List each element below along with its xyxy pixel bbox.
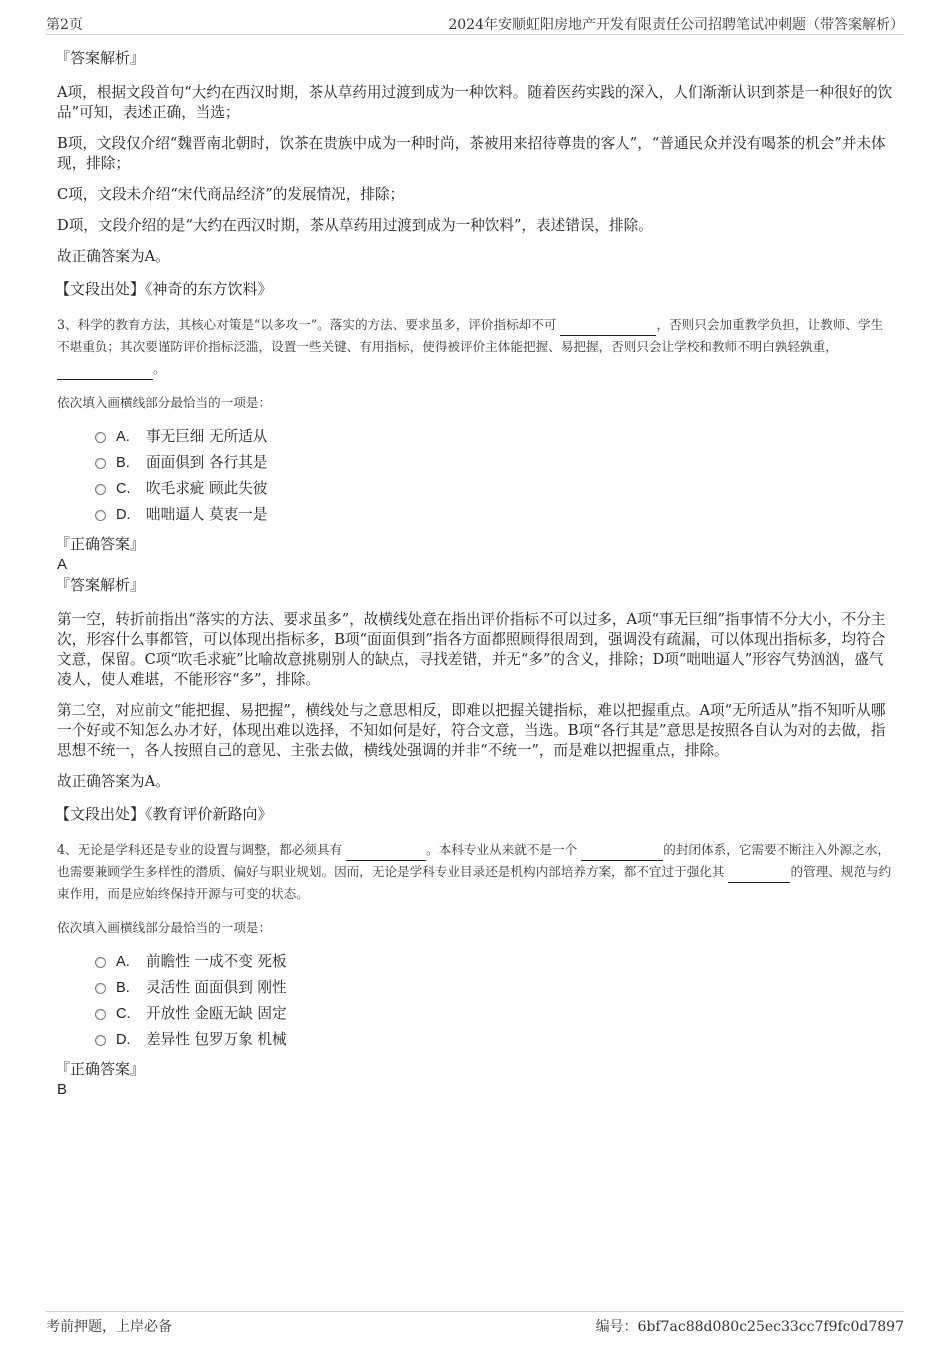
radio-icon[interactable] (95, 957, 106, 968)
question-4-stem: 4、无论是学科还是专业的设置与调整，都必须具有 。本科专业从来就不是一个 的封闭体系，它需要不断注入外源之水，也需要兼顾学生多样性的潜质、偏好与职业规划。因而，无论是学科专业目录还是机构内部培养方案，都不宜过于强化其 的管理、规范与约束作用，而是应始终保持开源与可变的状态。 (57, 842, 892, 901)
radio-icon[interactable] (95, 510, 106, 521)
question-3-options (95, 424, 895, 528)
analysis-paragraph: 第二空，对应前文“能把握、易把握”，横线处与之意思相反，即难以把握关键指标，难以把握重点。A项“无所适从”指不知听从哪一个好或不知怎么办才好，体现出难以选择，不知如何是好，符合文意，当选。B项“各行其是”意思是按照各自认为对的去做，指思想不统一，各人按照自己的意见、主张去做，横线处强调的并非“不统一”，而是难以把握重点，排除。 (57, 702, 886, 759)
fill-blank (581, 846, 663, 861)
question-4-options (95, 949, 895, 1053)
analysis-paragraph: C项，文段未介绍“宋代商品经济”的发展情况，排除； (57, 186, 405, 203)
page-content (57, 44, 895, 1100)
question-instruction: 依次填入画横线部分最恰当的一项是： (57, 395, 272, 410)
option-a[interactable]: A. 事无巨细 无所适从 (95, 424, 895, 450)
analysis-label: 『答案解析』 (55, 49, 146, 67)
fill-blank (560, 321, 656, 336)
correct-answer-label: 『正确答案』 (55, 535, 146, 553)
analysis-paragraph: D项，文段介绍的是“大约在西汉时期，茶从草药用过渡到成为一种饮料”，表述错误，排除。 (57, 217, 653, 234)
option-d[interactable]: D. 咄咄逼人 莫衷一是 (95, 502, 895, 528)
radio-icon[interactable] (95, 458, 106, 469)
analysis-paragraph: B项，文段仅介绍“魏晋南北朝时，饮茶在贵族中成为一种时尚，茶被用来招待尊贵的客人”，“普通民众并没有喝茶的机会”并未体现，排除； (57, 135, 886, 172)
option-c[interactable]: C. 开放性 金瓯无缺 固定 (95, 1001, 895, 1027)
passage-source: 【文段出处】《教育评价新路向》 (55, 805, 273, 823)
radio-icon[interactable] (95, 1009, 106, 1020)
page-number: 第2页 (46, 17, 83, 33)
analysis-paragraph: A项，根据文段首句“大约在西汉时期，茶从草药用过渡到成为一种饮料。随着医药实践的深入，人们渐渐认识到茶是一种很好的饮品”可知，表述正确，当选； (57, 84, 893, 121)
radio-icon[interactable] (95, 1035, 106, 1046)
passage-source: 【文段出处】《神奇的东方饮料》 (55, 280, 273, 298)
analysis-paragraph: 第一空，转折前指出“落实的方法、要求虽多”，故横线处意在指出评价指标不可以过多，A项“事无巨细”指事情不分大小，不分主次，形容什么事都管，可以体现出指标多，B项“面面俱到”指各方面都照顾得很周到，强调没有疏漏，可以体现出指标多，均符合文意，保留。C项“吹毛求疵”比喻故意挑剔别人的缺点，寻找差错，并无“多”的含义，排除；D项“咄咄逼人”形容气势汹汹，盛气凌人，使人难堪，不能形容“多”，排除。 (57, 611, 886, 688)
correct-answer-label: 『正确答案』 (55, 1060, 146, 1078)
question-instruction: 依次填入画横线部分最恰当的一项是： (57, 920, 272, 935)
correct-answer: B (57, 1081, 68, 1098)
radio-icon[interactable] (95, 484, 106, 495)
radio-icon[interactable] (95, 983, 106, 994)
page-footer (46, 1311, 904, 1336)
fill-blank (346, 846, 426, 861)
analysis-label: 『答案解析』 (55, 576, 146, 594)
radio-icon[interactable] (95, 432, 106, 443)
question-3-stem: 3、科学的教育方法，其核心对策是“以多攻一”。落实的方法、要求虽多，评价指标却不可 ，否则只会加重教学负担，让教师、学生不堪重负；其次要谨防评价指标泛滥，设置一些关键、有用指标，使得被评价主体能把握、易把握，否则只会让学校和教师不明白孰轻孰重， 。 (57, 314, 895, 380)
document-id: 编号：6bf7ac88d080c25ec33cc7f9fc0d7897 (595, 1319, 904, 1335)
option-c[interactable]: C. 吹毛求疵 顾此失彼 (95, 476, 895, 502)
final-answer-statement: 故正确答案为A。 (57, 248, 170, 265)
option-b[interactable]: B. 面面俱到 各行其是 (95, 450, 895, 476)
fill-blank (728, 868, 790, 883)
option-d[interactable]: D. 差异性 包罗万象 机械 (95, 1027, 895, 1053)
footer-slogan: 考前押题，上岸必备 (46, 1319, 172, 1335)
page-header (46, 12, 904, 35)
final-answer-statement: 故正确答案为A。 (57, 773, 170, 790)
option-b[interactable]: B. 灵活性 面面俱到 刚性 (95, 975, 895, 1001)
fill-blank (57, 365, 153, 380)
option-a[interactable]: A. 前瞻性 一成不变 死板 (95, 949, 895, 975)
correct-answer: A (57, 556, 68, 573)
document-title: 2024年安顺虹阳房地产开发有限责任公司招聘笔试冲刺题（带答案解析） (448, 17, 904, 33)
